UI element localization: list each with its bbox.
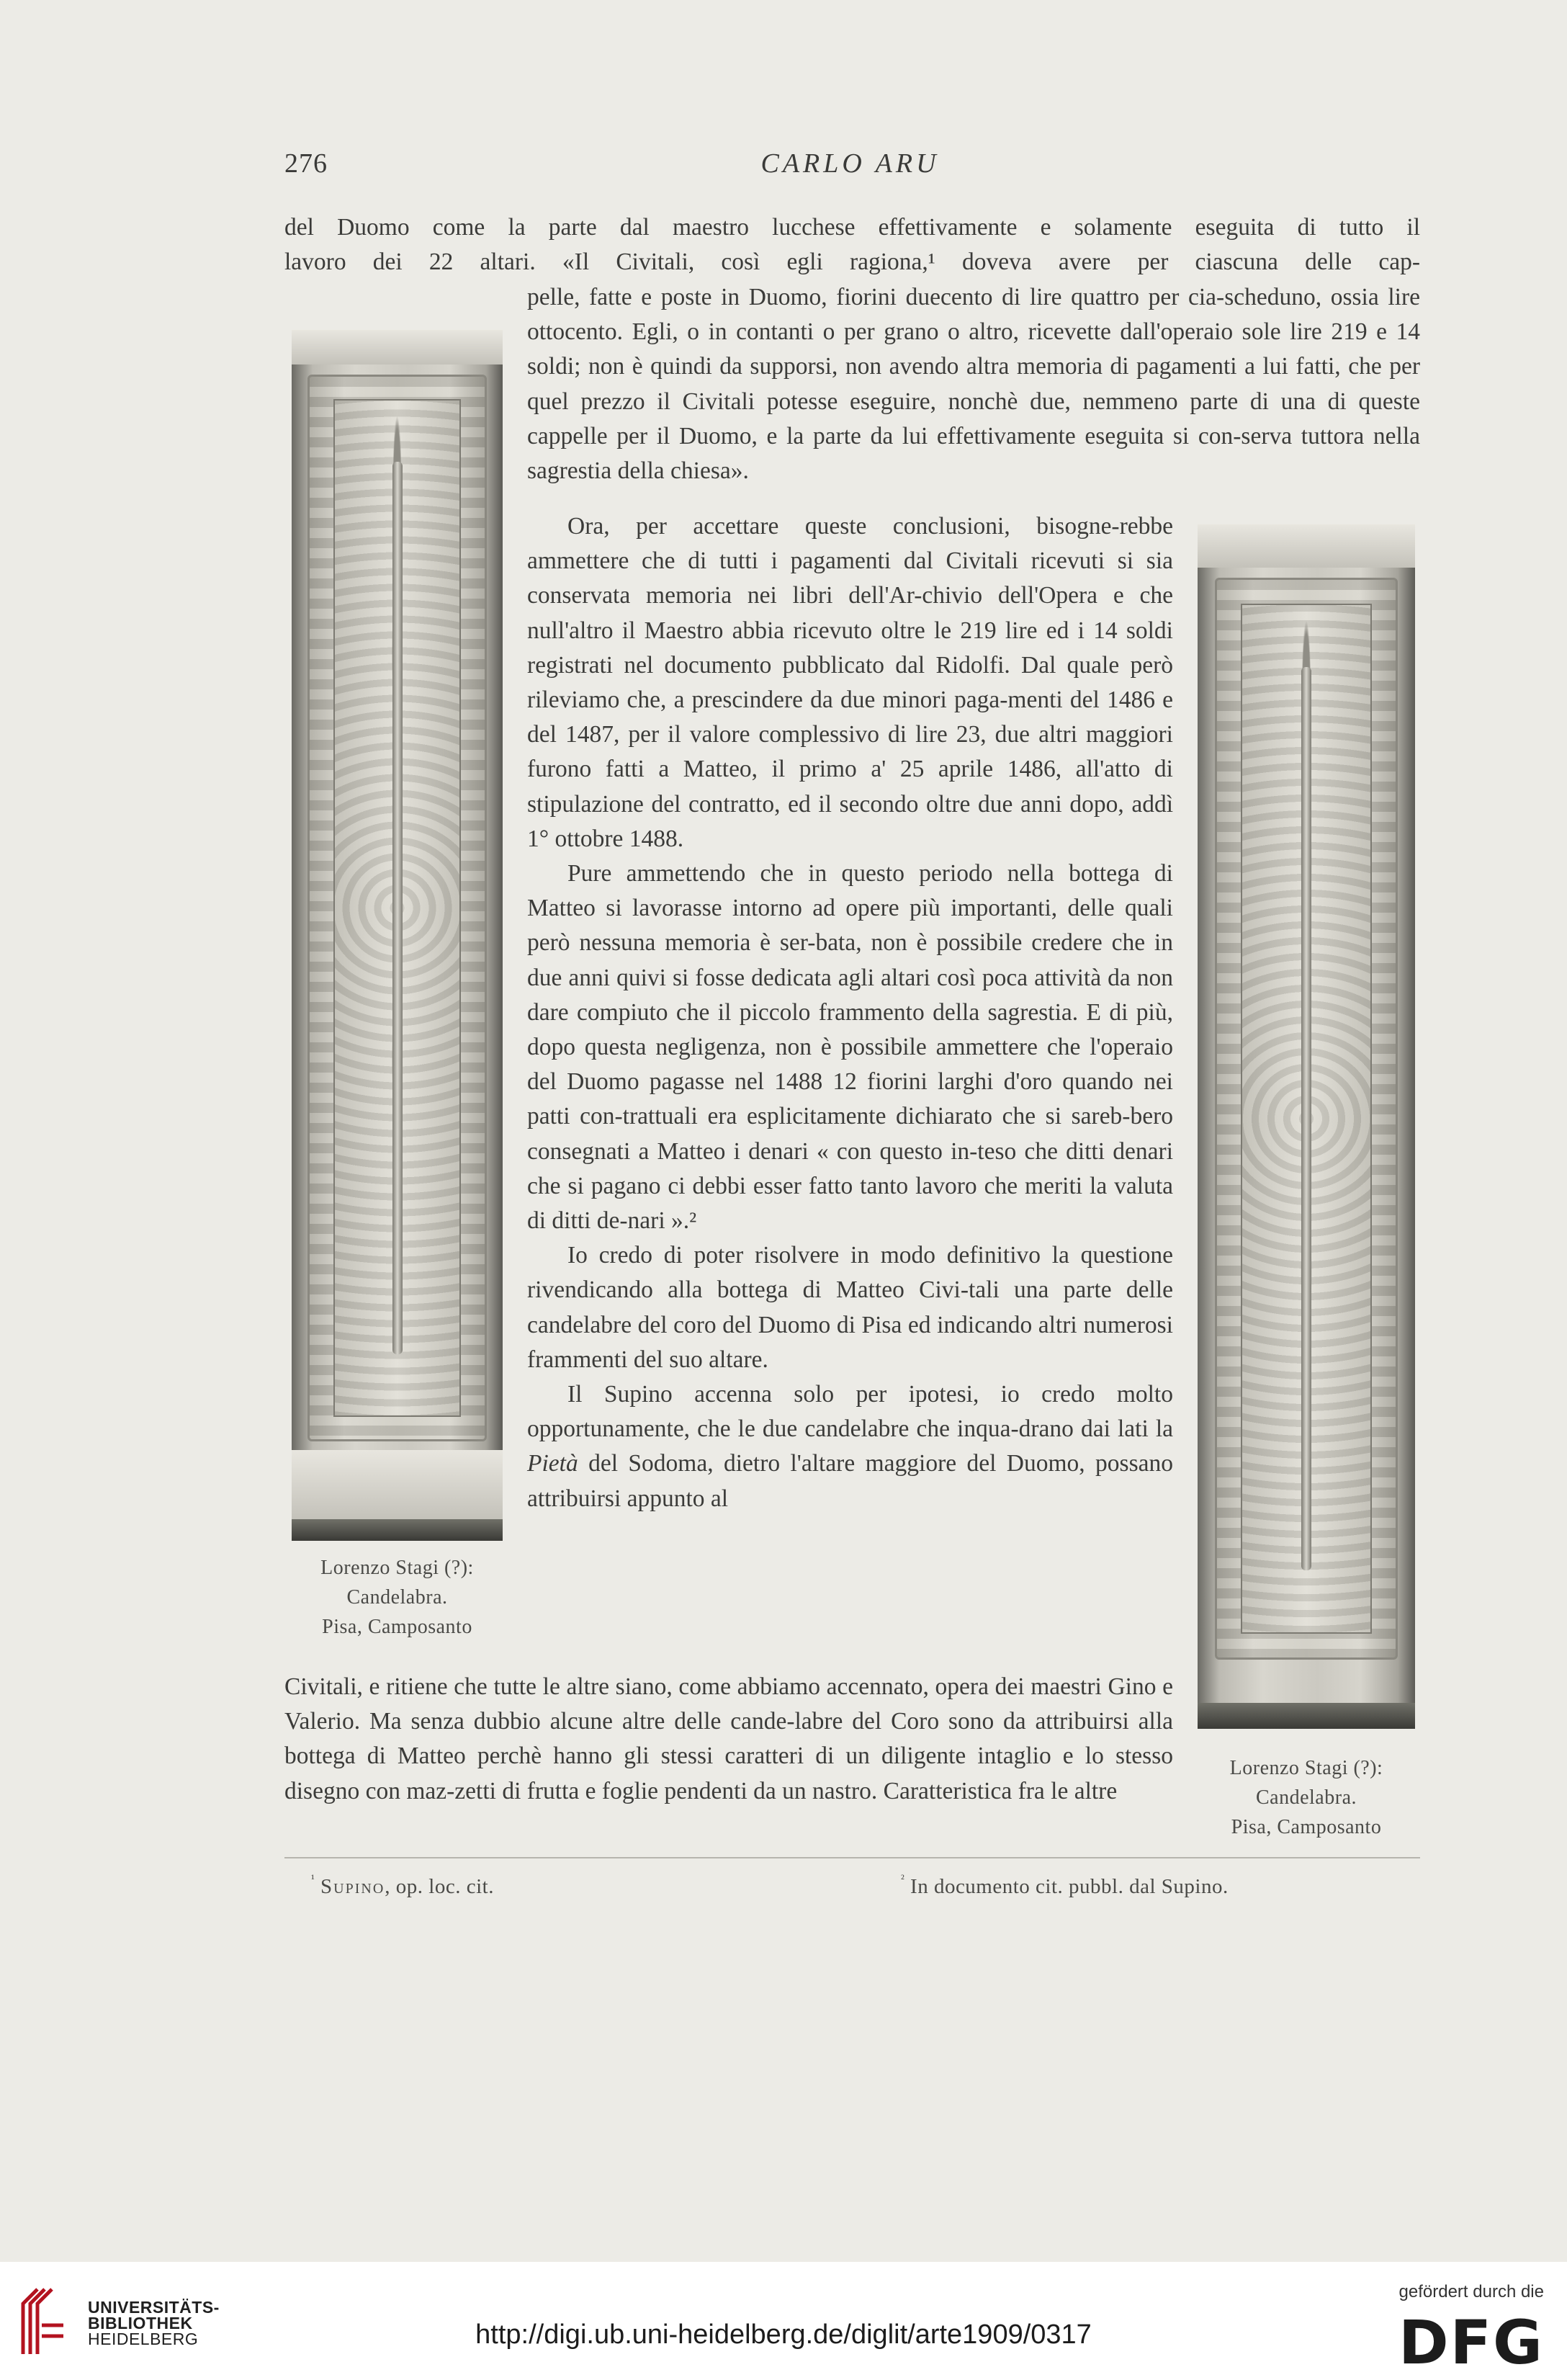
pieta-title: Pietà [527, 1450, 578, 1477]
footnote-2 [901, 1875, 1229, 1899]
library-line-3: HEIDELBERG [88, 2330, 199, 2348]
left-caption-title: Candelabra. [346, 1586, 448, 1609]
body-line-2: lavoro dei 22 altari. «Il Civitali, così egli ragiona,¹ doveva avere per ciascuna delle cap- [284, 249, 1420, 276]
funding-label: gefördert durch die [1398, 2282, 1544, 2301]
body-lines-top [284, 210, 1420, 279]
paragraph-5-start [527, 1377, 1173, 1516]
paragraph-2: Ora, per accettare queste conclusioni, bisogne-rebbe ammettere che di tutti i pagamenti dal Civitali ricevuti si sia conservata memoria nei libri dell'Ar-chivio dell'Opera e che null'altro il Maestro abbia ricevuto oltre le 219 lire ed i 14 soldi registrati nel documento pubblicato dal Ridolfi. Dal quale però rileviamo che, a prescindere da due minori paga-menti del 1486 e del 1487, per il valore complessivo di lire 23, due altri maggiori furono fatti a Matteo, il primo a' 25 aprile 1486, all'atto di stipulazione del contratto, ed il secondo oltre due anni dopo, addì 1° ottobre 1488. [527, 513, 1173, 852]
footnote-1 [311, 1875, 494, 1899]
right-candelabra-shadow [1198, 1703, 1415, 1729]
paragraph-3: Pure ammettendo che in questo periodo nella bottega di Matteo si lavorasse intorno ad opere più importanti, delle quali però nessuna memoria è ser-bata, non è possibile credere che in due anni quivi si fosse dedicata agli altari così poca attività da non dare compiuto che il piccolo frammento della sagrestia. E di più, dopo questa negligenza, non è possibile ammettere che l'operaio del Duomo pagasse nel 1488 12 fiorini larghi d'oro quando nei patti con-trattuali era esplicitamente dichiarato che si sareb-bero consegnati a Matteo i denari « con questo in-teso che ditti denari che si pagano ci debbi esser fatto tanto lavoro che meriti la valuta di ditti de-nari ».² [527, 860, 1173, 1235]
page-number: 276 [284, 148, 328, 179]
right-candelabra-photo [1198, 524, 1415, 1729]
dfg-logo: DFG [1398, 2307, 1544, 2378]
library-line-2: BIBLIOTHEK [88, 2314, 193, 2332]
footnote-1-text: , op. loc. cit. [385, 1875, 494, 1898]
footnote-rule [284, 1857, 1420, 1858]
page-header [284, 148, 1416, 191]
footnote-1-author: Supino [320, 1875, 385, 1898]
paragraphs-middle [527, 509, 1173, 1516]
left-candelabra-base [292, 1450, 503, 1519]
left-candelabra-photo [292, 330, 503, 1541]
right-candelabra-relief [1241, 604, 1372, 1634]
paragraph-4: Io credo di poter risolvere in modo definitivo la questione rivendicando alla bottega di Matteo Civi-tali una parte delle candelabre del coro del Duomo di Pisa ed indicando altri numerosi frammenti del suo altare. [527, 1242, 1173, 1373]
left-candelabra-relief [333, 399, 461, 1417]
footnote-2-mark: ² [901, 1873, 905, 1886]
right-candelabra-stem [1301, 667, 1311, 1571]
left-candelabra-stem [392, 462, 403, 1355]
body-line-1: del Duomo come la parte dal maestro lucchese effettivamente e solamente eseguita di tutto il [284, 214, 1420, 241]
paragraph-quote-continuation [527, 280, 1420, 488]
running-title: CARLO ARU [760, 148, 940, 179]
library-line-1: UNIVERSITÄTS- [88, 2298, 220, 2317]
paragraph-5-end: Civitali, e ritiene che tutte le altre siano, come abbiamo accennato, opera dei maestri Gino e Valerio. Ma senza dubbio alcune altre delle cande-labre del Coro sono da attribuirsi alla bottega di Matteo perchè hanno gli stessi caratteri di un diligente intaglio e lo stesso disegno con maz-zetti di frutta e foglie pendenti da un nastro. Caratteristica fra le altre [284, 1673, 1173, 1804]
paragraph-5-text-a: Il Supino accenna solo per ipotesi, io credo molto opportunamente, che le due candelabre che inqua-drano dai lati la [527, 1381, 1173, 1443]
paragraph-5-continuation [284, 1670, 1173, 1809]
left-candelabra-cap [292, 330, 503, 364]
right-caption-location: Pisa, Camposanto [1231, 1816, 1382, 1838]
left-figure-caption [292, 1553, 503, 1642]
left-caption-author: Lorenzo Stagi (?): [320, 1557, 474, 1579]
right-caption-author: Lorenzo Stagi (?): [1229, 1757, 1383, 1779]
permalink-url[interactable]: http://digi.ub.uni-heidelberg.de/diglit/arte1909/0317 [475, 2319, 1092, 2350]
right-candelabra-cap [1198, 524, 1415, 568]
right-figure-caption [1181, 1753, 1432, 1842]
left-caption-location: Pisa, Camposanto [322, 1616, 472, 1638]
footnote-2-text: In documento cit. pubbl. dal Supino. [910, 1875, 1229, 1898]
right-caption-title: Candelabra. [1256, 1786, 1357, 1809]
digitization-footer [0, 2262, 1567, 2380]
paragraph-5-text-b: del Sodoma, dietro l'altare maggiore del Duomo, possano attribuirsi appunto al [527, 1450, 1173, 1512]
paragraph-1: pelle, fatte e poste in Duomo, fiorini duecento di lire quattro per cia-scheduno, ossia lire ottocento. Egli, o in contanti o per grano o altro, ricevette dall'operaio sole lire 219 e 14 soldi; non è quindi da supporsi, non avendo altra memoria di pagamenti a lui fatti, che per quel prezzo il Civitali potesse eseguire, nonchè due, nemmeno parte di una di queste cappelle per il Duomo, e la parte da lui effettivamente eseguita si con-serva tuttora nella sagrestia della chiesa». [527, 284, 1420, 485]
left-candelabra-shadow [292, 1519, 503, 1541]
footnote-1-mark: ¹ [311, 1873, 315, 1886]
